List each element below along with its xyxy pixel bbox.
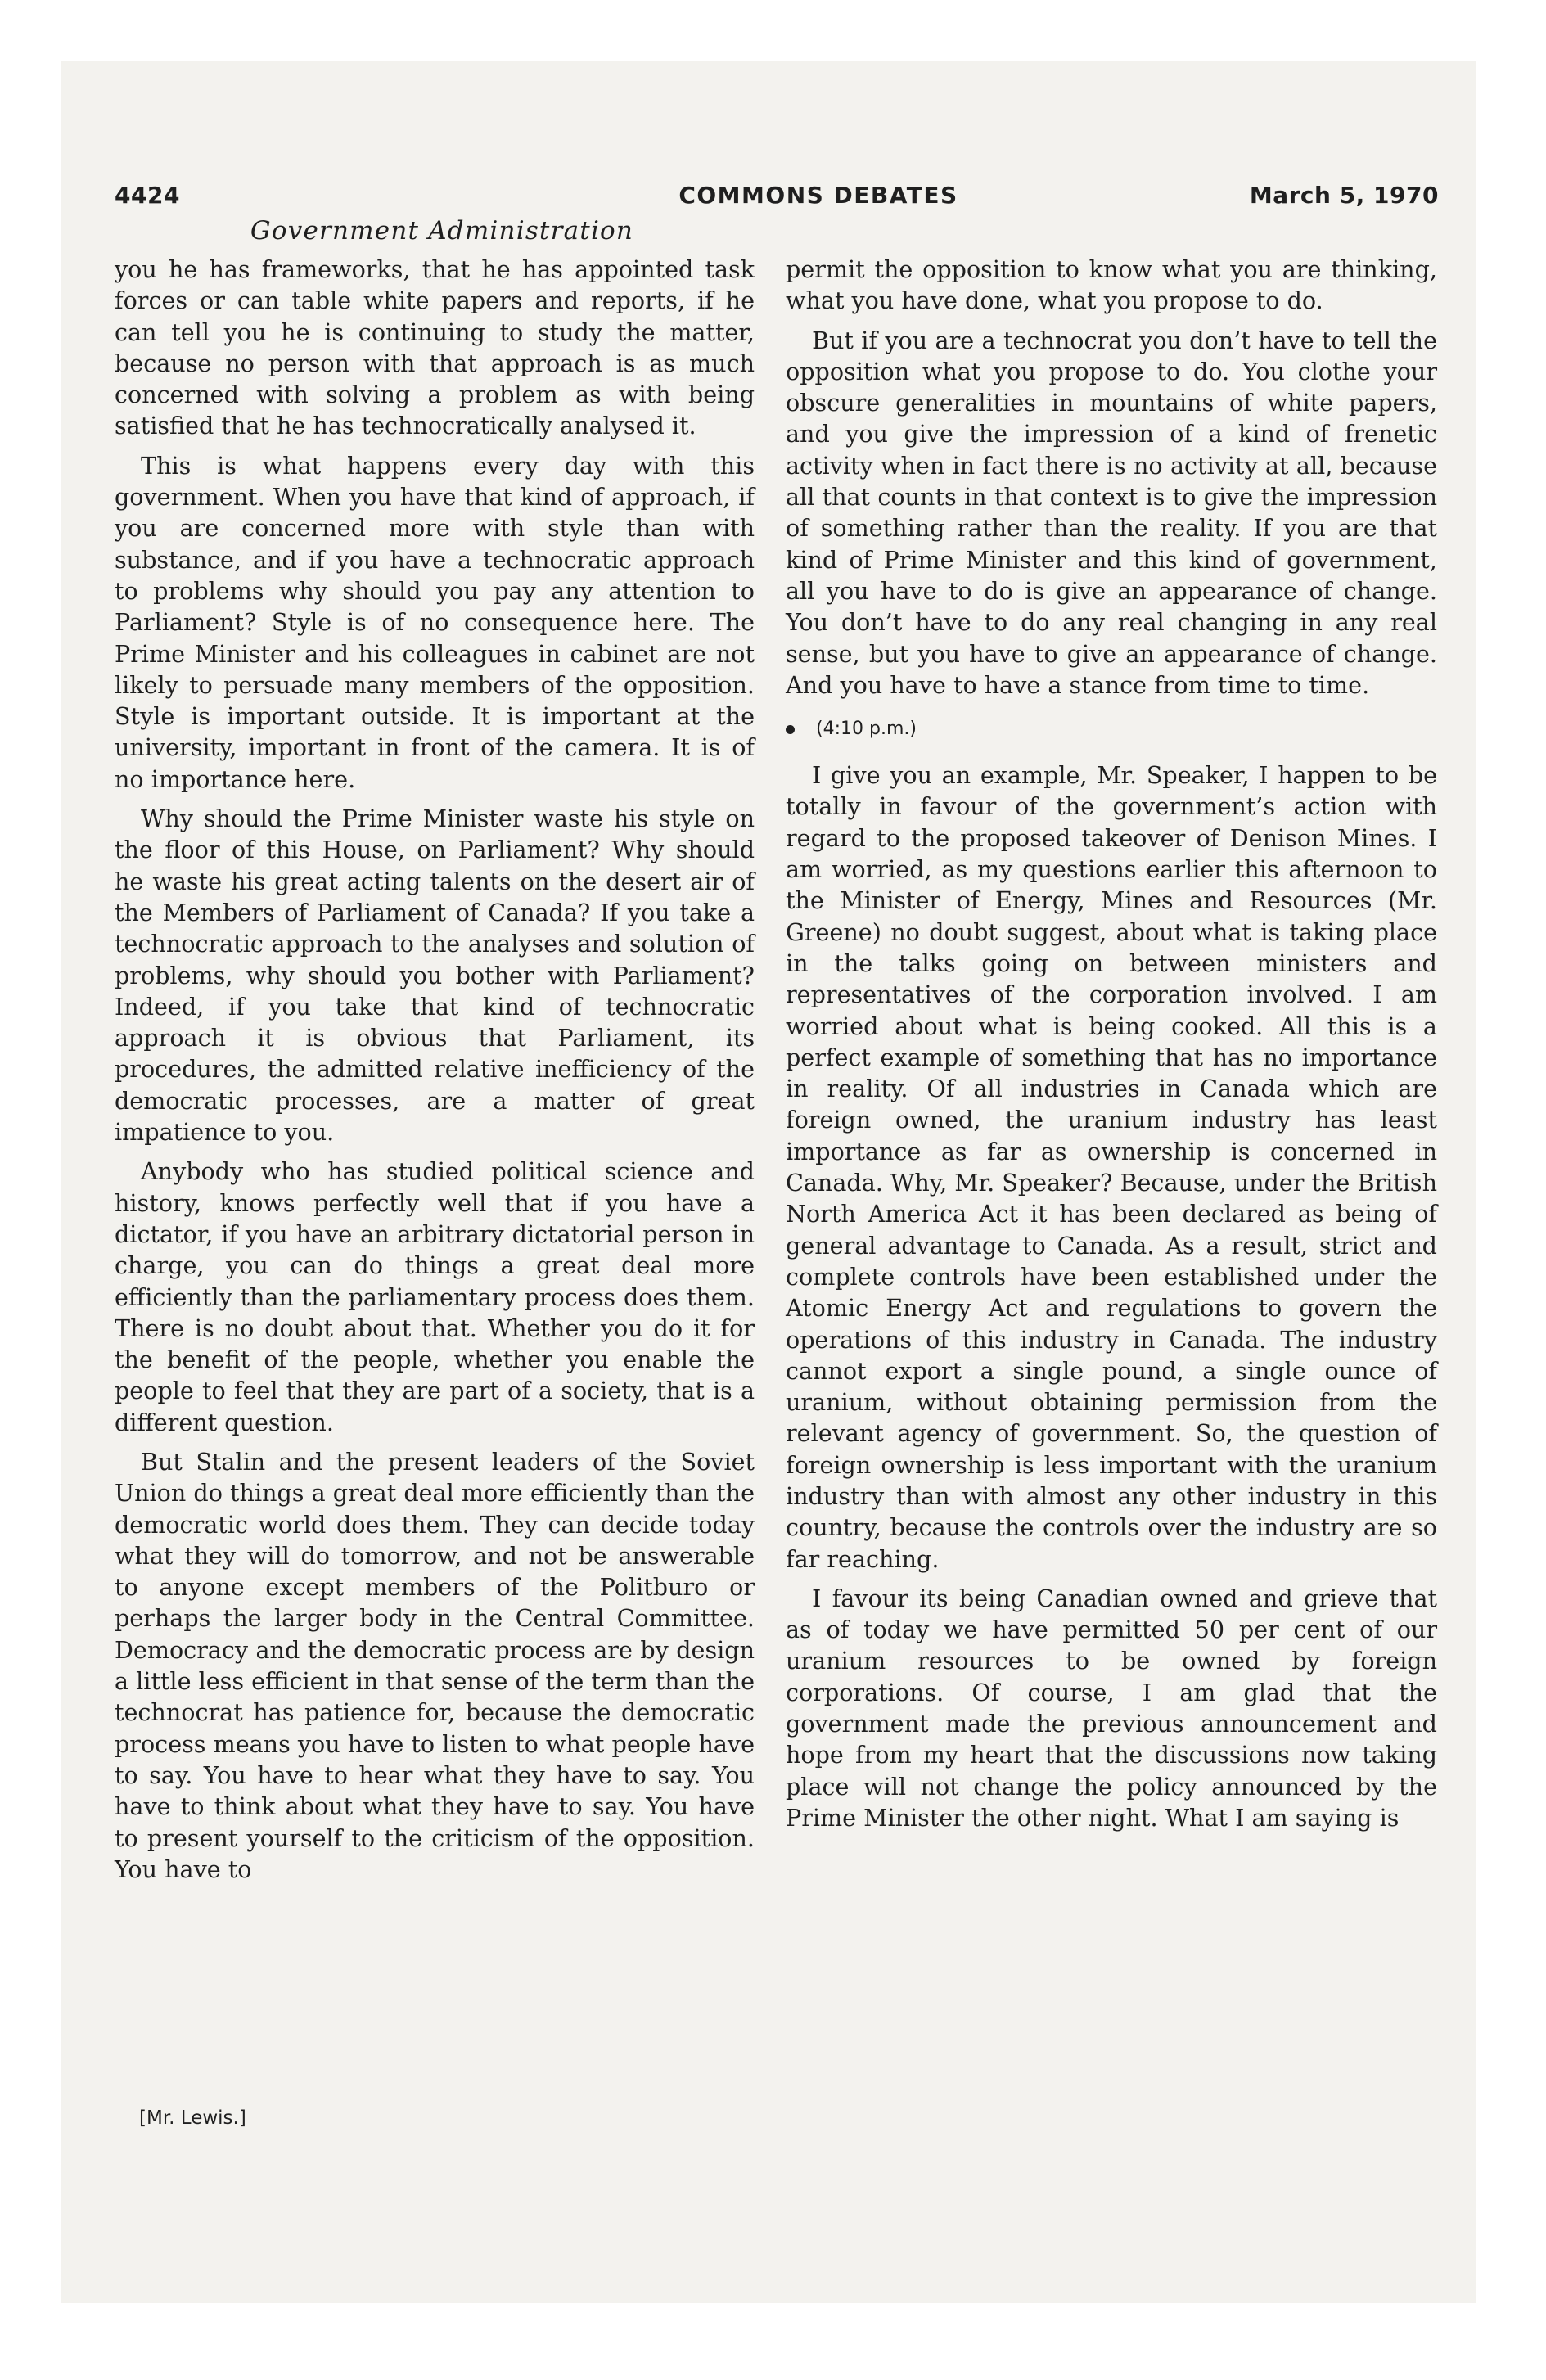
paragraph: Anybody who has studied political science and history, knows perfectly well that if you have a dictator, if you have an arbitrary dictatorial person in charge, you can do things a great deal more efficiently than the parliamentary process does them. There is no doubt about that. Whether you do it for the benefit of the people, whether you enable the people to feel that they are part of a society, that is a different question. [115,1157,755,1436]
paragraph: you he has frameworks, that he has appointed task forces or can table white papers and reports, if he can tell you he is continuing to study the matter, because no person with that approach is as much concerned with solving a problem as with being satisfied that he has technocratically analysed it. [115,255,755,440]
paragraph: But if you are a technocrat you don’t have to tell the opposition what you propose to do. You clothe your obscure generalities in mountains of white papers, and you give the impression of a kind of frenetic activity when in fact there is no activity at all, because all that counts in that context is to give the impression of something rather than the reality. If you are that kind of Prime Minister and this kind of government, all you have to do is give an appearance of change. You don’t have to do any real changing in any real sense, but you have to give an appearance of change. And you have to have a stance from time to time. [786,326,1437,699]
page-header [115,182,1439,218]
issue-date: March 5, 1970 [1249,182,1439,209]
section-title: Government Administration [250,216,634,246]
paragraph: This is what happens every day with this government. When you have that kind of approach, if you are concerned more with style than with substance, and if you have a technocratic approach to problems why should you pay any attention to Parliament? Style is of no consequence here. The Prime Minister and his colleagues in cabinet are not likely to persuade many members of the opposition. Style is important outside. It is important at the university, important in front of the camera. It is of no importance here. [115,451,755,793]
paragraph: But Stalin and the present leaders of the Soviet Union do things a great deal more efficiently than the democratic world does them. They can decide today what they will do tomorrow, and not be answerable to anyone except members of the Politburo or perhaps the larger body in the Central Committee. Democracy and the democratic process are by design a little less efficient in that sense of the term than the technocrat has patience for, because the democratic process means you have to listen to what people have to say. You have to hear what they have to say. You have to think about what they have to say. You have to present yourself to the criticism of the opposition. You have to [115,1447,755,1883]
paragraph: Why should the Prime Minister waste his style on the floor of this House, on Parliament? Why should he waste his great acting talents on the desert air of the Members of Parliament of Canada? If you take a technocratic approach to the analyses and solution of problems, why should you bother with Parliament? Indeed, if you take that kind of technocratic approach it is obvious that Parliament, its procedures, the admitted relative inefficiency of the democratic processes, are a matter of great impatience to you. [115,805,755,1147]
right-column [786,254,1437,1841]
paragraph: I favour its being Canadian owned and grieve that as of today we have permitted 50 per cent of our uranium resources to be owned by foreign corporations. Of course, I am glad that the government made the previous announcement and hope from my heart that the discussions now taking place will not change the policy announced by the Prime Minister the other night. What I am saying is [786,1584,1437,1832]
time-marker [786,717,1437,741]
speaker-attribution: [Mr. Lewis.] [139,2107,246,2129]
time-marker-text: (4:10 p.m.) [816,719,917,740]
paragraph: I give you an example, Mr. Speaker, I happen to be totally in favour of the government’s action with regard to the proposed takeover of Denison Mines. I am worried, as my questions earlier this afternoon to the Minister of Energy, Mines and Resources (Mr. Greene) no doubt suggest, about what is taking place in the talks going on between ministers and representatives of the corporation involved. I am worried about what is being cooked. All this is a perfect example of something that has no importance in reality. Of all industries in Canada which are foreign owned, the uranium industry has least importance as far as ownership is concerned in Canada. Why, Mr. Speaker? Because, under the British North America Act it has been declared as being of general advantage to Canada. As a result, strict and complete controls have been established under the Atomic Energy Act and regulations to govern the operations of this industry in Canada. The industry cannot export a single pound, a single ounce of uranium, without obtaining permission from the relevant agency of government. So, the question of foreign ownership is less important with the uranium industry than with almost any other industry in this country, because the controls over the industry are so far reaching. [786,761,1437,1573]
left-column [115,254,755,1893]
publication-title: COMMONS DEBATES [678,182,958,209]
bullet-icon [786,725,795,734]
paragraph: permit the opposition to know what you are thinking, what you have done, what you propose to do. [786,255,1437,315]
page-number: 4424 [115,182,180,209]
